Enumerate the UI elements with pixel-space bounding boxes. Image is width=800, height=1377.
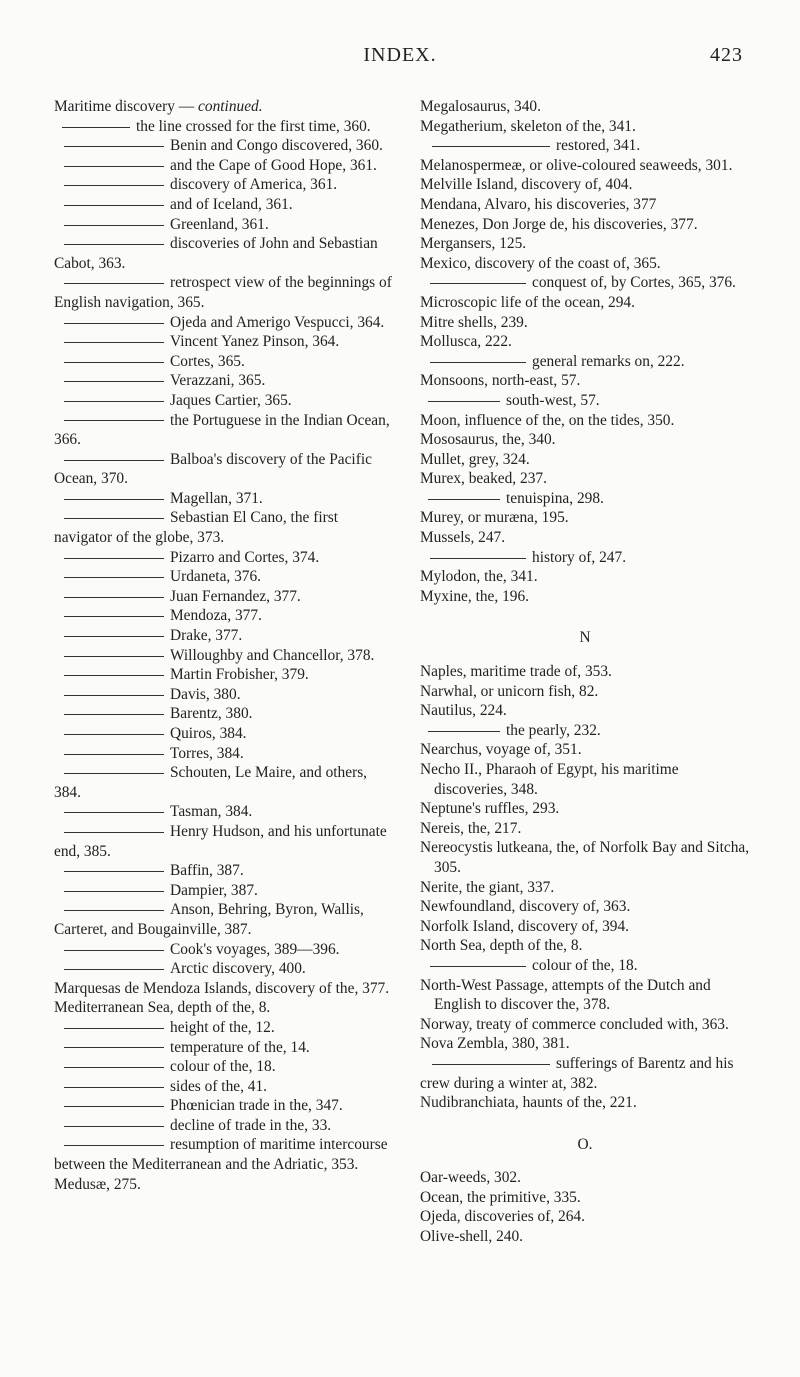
ditto-rule [64,734,164,735]
index-subentry-text: Quiros, 384. [170,725,247,742]
index-subentry [54,1057,394,1077]
ditto-rule [64,577,164,578]
index-entry: Monsoons, north-east, 57. [420,372,581,390]
index-subentry-text: Juan Fernandez, 377. [170,587,301,605]
page-title: INDEX. [363,44,437,66]
index-subentry [420,273,750,293]
index-subentry [420,391,750,411]
ditto-rule [64,225,164,226]
ditto-rule [432,1064,550,1065]
index-entry: Narwhal, or unicorn fish, 82. [420,682,599,700]
ditto-rule [64,381,164,382]
index-subentry [54,704,394,724]
running-head [0,44,800,70]
section-letter: O. [577,1135,593,1153]
ditto-rule [62,127,130,128]
index-subentry-text: discovery of America, 361. [170,176,338,194]
index-heading [54,97,394,117]
index-subentry [54,724,394,744]
ditto-rule [64,714,164,715]
index-subentry [54,626,394,646]
index-subentry [54,175,394,195]
index-subentry [420,136,750,156]
index-subentry [54,881,394,901]
ditto-rule [64,283,164,284]
index-subentry-text: and the Cape of Good Hope, 361. [170,156,377,174]
index-entry: Nerite, the giant, 337. [420,878,555,896]
index-entry: Marquesas de Mendoza Islands, discovery of the, 377. [54,979,390,997]
index-entry: Nautilus, 224. [420,702,507,720]
index-entry: Nova Zembla, 380, 381. [420,1035,570,1053]
index-subentry-text: south-west, 57. [506,391,600,409]
index-entry: Ocean, the primitive, 335. [420,1188,581,1206]
index-subentry-text: Martin Frobisher, 379. [170,666,309,684]
index-subentry-text: Balboa's discovery of the Pacific Ocean, 370. [54,450,372,488]
index-entry: Mendana, Alvaro, his discoveries, 377 [420,195,657,213]
continued-label: continued. [198,98,263,115]
index-entry: Mitre shells, 239. [420,313,528,331]
index-subentry-text: Henry Hudson, and his unfortunate end, 385. [54,822,387,860]
index-subentry-text: conquest of, by Cortes, 365, 376. [532,274,736,292]
right-column [420,97,750,1247]
index-subentry [54,587,394,607]
ditto-rule [64,950,164,951]
index-entry: Myxine, the, 196. [420,587,530,605]
index-subentry-text: Baffin, 387. [170,862,244,880]
index-entry: Newfoundland, discovery of, 363. [420,898,631,916]
index-subentry-text: Willoughby and Chancellor, 378. [170,646,375,664]
ditto-rule [64,1145,164,1146]
index-entry: Mososaurus, the, 340. [420,431,556,449]
index-subentry-text: Anson, Behring, Byron, Wallis, Carteret, and Bougainville, 387. [54,901,364,938]
index-subentry-text: sufferings of Barentz and his crew during a winter at, 382. [420,1054,734,1092]
index-subentry-text: Verazzani, 365. [170,372,266,390]
index-subentry-text: temperature of the, 14. [170,1038,310,1056]
index-subentry [54,508,394,547]
index-subentry [420,956,750,976]
index-subentry [54,313,394,333]
index-subentry [54,1096,394,1116]
ditto-rule [64,636,164,637]
index-entry: Oar-weeds, 302. [420,1169,521,1187]
ditto-rule [64,166,164,167]
index-subentry-text: Vincent Yanez Pinson, 364. [170,333,340,351]
index-entry: Murey, or muræna, 195. [420,509,569,527]
index-entry: Necho II., Pharaoh of Egypt, his maritime discoveries, 348. [420,761,679,798]
index-entry: Ojeda, discoveries of, 264. [420,1208,585,1226]
ditto-rule [428,731,500,732]
index-subentry [54,822,394,861]
index-entry: Megatherium, skeleton of the, 341. [420,117,636,135]
index-subentry [54,665,394,685]
index-entry: North-West Passage, attempts of the Dutch and English to discover the, 378. [420,976,711,1014]
index-subentry [54,1018,394,1038]
ditto-rule [64,675,164,676]
index-entry: Megalosaurus, 340. [420,98,541,115]
ditto-rule [64,558,164,559]
index-subentry-text: the line crossed for the first time, 360. [136,117,371,135]
index-subentry [54,802,394,822]
index-subentry [54,763,394,802]
ditto-rule [64,518,164,519]
index-subentry-text: retrospect view of the beginnings of English navigation, 365. [54,274,392,311]
ditto-rule [64,969,164,970]
index-entry: Nearchus, voyage of, 351. [420,741,582,759]
ditto-rule [432,146,550,147]
index-subentry [54,117,394,137]
index-subentry-text: colour of the, 18. [532,956,638,974]
index-subentry-text: Barentz, 380. [170,705,253,723]
index-entry: Nudibranchiata, haunts of the, 221. [420,1094,637,1112]
ditto-rule [64,420,164,421]
index-subentry-text: and of Iceland, 361. [170,195,293,213]
index-subentry-text: Sebastian El Cano, the first navigator of the globe, 373. [54,509,338,547]
index-subentry [54,371,394,391]
index-entry: Mussels, 247. [420,529,506,547]
ditto-rule [64,1047,164,1048]
index-entry: Microscopic life of the ocean, 294. [420,293,635,311]
ditto-rule [430,966,526,967]
index-entry: Naples, maritime trade of, 353. [420,663,612,681]
index-subentry-text: Greenland, 361. [170,215,269,233]
index-entry: Nereocystis lutkeana, the, of Norfolk Bay and Sitcha, 305. [420,839,750,876]
ditto-rule [64,401,164,402]
index-subentry [54,900,394,939]
index-subentry [54,352,394,372]
index-subentry [54,1116,394,1136]
index-subentry [54,548,394,568]
index-entry: Nereis, the, 217. [420,819,522,837]
index-subentry [54,489,394,509]
index-subentry [54,450,394,489]
page-number: 423 [710,44,743,66]
ditto-rule [64,891,164,892]
index-subentry [54,685,394,705]
index-heading-text: Maritime discovery — [54,98,199,115]
index-subentry-text: tenuispina, 298. [506,489,604,507]
index-entry: Moon, influence of the, on the tides, 350. [420,411,675,429]
index-entry: Mylodon, the, 341. [420,568,538,586]
index-subentry [54,744,394,764]
index-subentry-text: Tasman, 384. [170,803,253,821]
ditto-rule [64,323,164,324]
ditto-rule [64,812,164,813]
ditto-rule [64,342,164,343]
index-entry: Murex, beaked, 237. [420,470,547,488]
index-subentry [420,1054,750,1093]
ditto-rule [64,695,164,696]
index-subentry [54,411,394,450]
ditto-rule [64,616,164,617]
index-entry: Mullet, grey, 324. [420,450,530,468]
section-letter: N [579,629,591,647]
index-subentry [54,1038,394,1058]
index-subentry-text: general remarks on, 222. [532,352,685,370]
index-subentry-text: Magellan, 371. [170,489,263,507]
index-subentry-text: Dampier, 387. [170,881,258,899]
index-subentry [420,489,750,509]
index-subentry-text: Cook's voyages, 389—396. [170,940,340,958]
index-subentry-text: Davis, 380. [170,685,241,703]
ditto-rule [64,1087,164,1088]
ditto-rule [64,656,164,657]
ditto-rule [64,832,164,833]
ditto-rule [64,871,164,872]
ditto-rule [64,910,164,911]
index-entry: Olive-shell, 240. [420,1228,524,1246]
index-subentry-text: Torres, 384. [170,744,244,762]
ditto-rule [430,362,526,363]
index-subentry-text: the pearly, 232. [506,721,601,739]
index-subentry-text: Pizarro and Cortes, 374. [170,548,320,566]
index-subentry-text: the Portuguese in the Indian Ocean, 366. [54,411,390,449]
index-subentry-text: history of, 247. [532,548,627,566]
ditto-rule [64,362,164,363]
index-entry: Melville Island, discovery of, 404. [420,176,633,194]
left-column [54,97,394,1194]
index-subentry [54,940,394,960]
index-entry: Norway, treaty of commerce concluded with, 363. [420,1015,729,1033]
index-subentry-text: decline of trade in the, 33. [170,1116,332,1134]
index-subentry-text: Urdaneta, 376. [170,568,262,586]
index-subentry-text: Drake, 377. [170,627,243,645]
ditto-rule [430,283,526,284]
ditto-rule [64,460,164,461]
ditto-rule [64,185,164,186]
ditto-rule [64,244,164,245]
ditto-rule [64,1067,164,1068]
index-entry: Menezes, Don Jorge de, his discoveries, 377. [420,215,698,233]
ditto-rule [64,205,164,206]
index-subentry [54,234,394,273]
index-entry: Melanospermeæ, or olive-coloured seaweeds, 301. [420,156,733,174]
index-subentry [54,646,394,666]
index-subentry-text: height of the, 12. [170,1018,275,1036]
index-entry: Mollusca, 222. [420,333,512,351]
index-subentry-text: Phœnician trade in the, 347. [170,1097,343,1115]
index-entry: North Sea, depth of the, 8. [420,937,583,955]
index-subentry [54,195,394,215]
index-subentry [54,332,394,352]
index-subentry-text: Jaques Cartier, 365. [170,391,292,409]
index-subentry [420,721,750,741]
ditto-rule [64,754,164,755]
index-subentry-text: resumption of maritime intercourse between the Mediterranean and the Adriatic, 353. [54,1136,388,1174]
index-subentry [54,391,394,411]
index-subentry-text: Ojeda and Amerigo Vespucci, 364. [170,313,385,331]
index-entry: Norfolk Island, discovery of, 394. [420,917,630,935]
index-subentry-text: Benin and Congo discovered, 360. [170,137,383,155]
index-subentry-text: restored, 341. [556,137,641,155]
index-entry: Medusæ, 275. [54,1175,141,1193]
index-subentry [54,136,394,156]
index-subentry-text: colour of the, 18. [170,1058,276,1076]
index-entry: Neptune's ruffles, 293. [420,800,560,818]
index-subentry [54,959,394,979]
index-subentry-text: Cortes, 365. [170,352,245,370]
index-subentry-text: Arctic discovery, 400. [170,960,306,978]
index-subentry [54,156,394,176]
ditto-rule [64,1028,164,1029]
ditto-rule [428,401,500,402]
index-subentry [54,273,394,312]
ditto-rule [64,146,164,147]
ditto-rule [428,499,500,500]
index-subentry [420,548,750,568]
index-subentry-text: Mendoza, 377. [170,607,262,625]
index-subentry [54,1135,394,1174]
index-subentry [54,215,394,235]
index-subentry-text: sides of the, 41. [170,1077,268,1095]
index-entry: Mergansers, 125. [420,235,527,253]
index-subentry-text: Schouten, Le Maire, and others, 384. [54,764,368,801]
index-entry: Mediterranean Sea, depth of the, 8. [54,999,271,1017]
index-subentry [420,352,750,372]
ditto-rule [64,1106,164,1107]
ditto-rule [64,773,164,774]
index-subentry [54,606,394,626]
ditto-rule [64,597,164,598]
index-entry: Mexico, discovery of the coast of, 365. [420,254,661,272]
index-subentry [54,567,394,587]
index-subentry [54,1077,394,1097]
ditto-rule [64,1126,164,1127]
index-subentry-text: discoveries of John and Sebastian Cabot, 363. [54,235,378,272]
index-subentry [54,861,394,881]
ditto-rule [64,499,164,500]
ditto-rule [430,558,526,559]
